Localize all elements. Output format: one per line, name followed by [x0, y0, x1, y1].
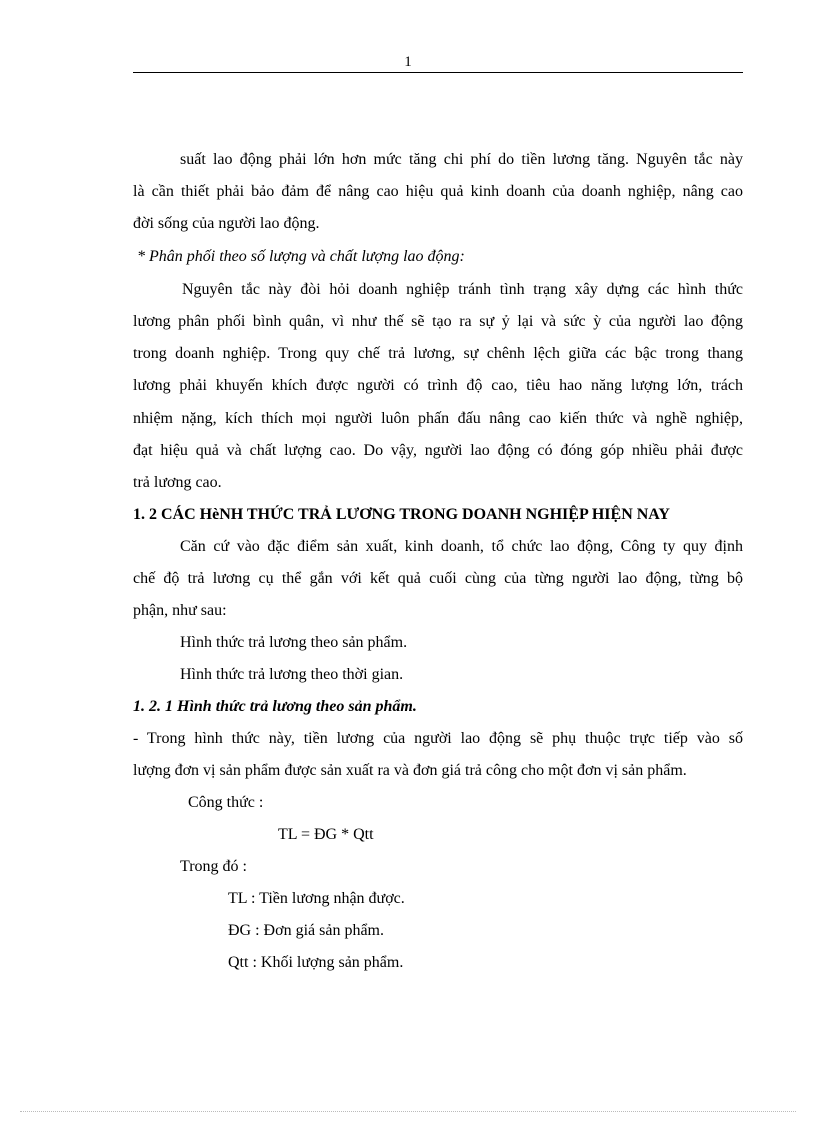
definition-item: TL : Tiền lương nhận được. — [228, 890, 405, 907]
definition-item: ĐG : Đơn giá sản phẩm. — [228, 922, 384, 939]
formula: TL = ĐG * Qtt — [278, 826, 374, 843]
paragraph-line: lương phải khuyến khích được người có trình độ cao, tiêu hao năng lượng lớn, trách — [133, 377, 743, 394]
paragraph-line: đạt hiệu quả và chất lượng cao. Do vậy, người lao động có đóng góp nhiều phải được — [133, 442, 743, 459]
formula-label: Công thức : — [188, 794, 264, 811]
section-heading: 1. 2 CÁC HèNH THỨC TRẢ LƯƠNG TRONG DOANH NGHIỆP HIỆN NAY — [133, 506, 670, 523]
subsection-heading: 1. 2. 1 Hình thức trả lương theo sản phẩm. — [133, 698, 417, 715]
paragraph-line: là cần thiết phải bảo đảm để nâng cao hiệu quả kinh doanh của doanh nghiệp, nâng cao — [133, 183, 743, 200]
list-item: Hình thức trả lương theo sản phẩm. — [180, 634, 408, 651]
definitions-label: Trong đó : — [180, 858, 247, 875]
paragraph-line: - Trong hình thức này, tiền lương của người lao động sẽ phụ thuộc trực tiếp vào số — [133, 730, 743, 747]
paragraph-line: nhiệm nặng, kích thích mọi người luôn phấn đấu nâng cao kiến thức và nghề nghiệp, — [133, 410, 743, 427]
definition-item: Qtt : Khối lượng sản phẩm. — [228, 954, 404, 971]
list-item: Hình thức trả lương theo thời gian. — [180, 666, 404, 683]
page-bottom-border — [20, 1111, 796, 1112]
header-rule — [133, 72, 743, 73]
page-number: 1 — [404, 54, 412, 70]
paragraph-line: chế độ trả lương cụ thể gắn với kết quả cuối cùng của từng người lao động, từng bộ — [133, 570, 743, 587]
paragraph-line: Nguyên tắc này đòi hỏi doanh nghiệp tránh tình trạng xây dựng các hình thức — [182, 281, 743, 298]
paragraph-line: lương phân phối bình quân, vì như thế sẽ tạo ra sự ỷ lại và sức ỳ của người lao động — [133, 313, 743, 330]
subheading-italic: * Phân phối theo số lượng và chất lượng lao động: — [137, 248, 465, 265]
paragraph-line: trong doanh nghiệp. Trong quy chế trả lương, sự chênh lệch giữa các bậc trong thang — [133, 345, 743, 362]
paragraph-line: đời sống của người lao động. — [133, 215, 320, 232]
paragraph-line: phận, như sau: — [133, 602, 227, 619]
paragraph-line: Căn cứ vào đặc điểm sản xuất, kinh doanh, tổ chức lao động, Công ty quy định — [180, 538, 743, 555]
paragraph-line: suất lao động phải lớn hơn mức tăng chi phí do tiền lương tăng. Nguyên tắc này — [180, 151, 743, 168]
paragraph-line: trả lương cao. — [133, 474, 222, 491]
paragraph-line: lượng đơn vị sản phẩm được sản xuất ra và đơn giá trả công cho một đơn vị sản phẩm. — [133, 762, 687, 779]
